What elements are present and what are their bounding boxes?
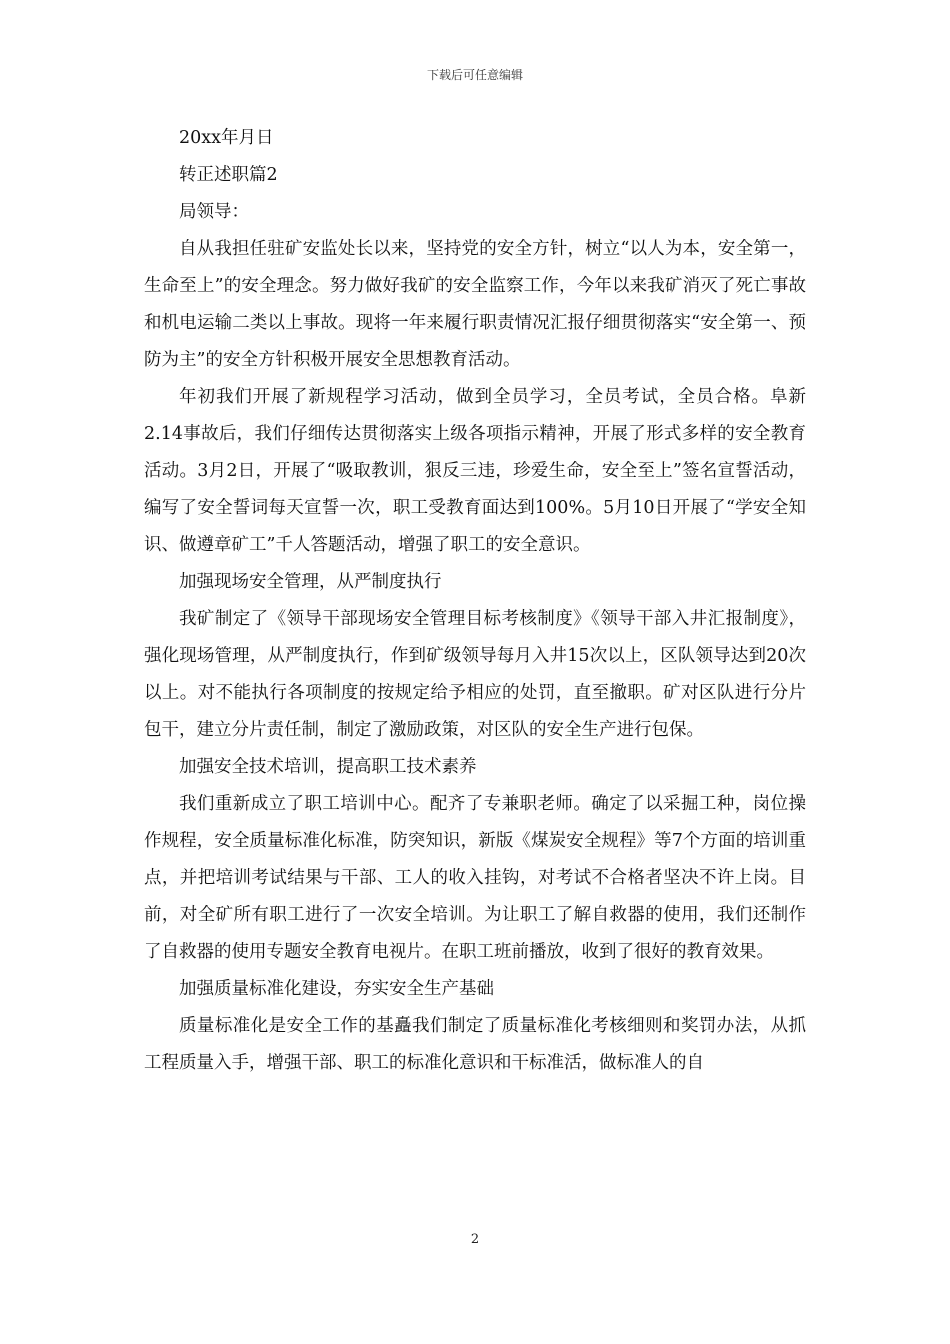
paragraph-intro: 自从我担任驻矿安监处长以来，坚持党的安全方针，树立“以人为本，安全第一，生命至上”的安全理念。努力做好我矿的安全监察工作，今年以来我矿消灭了死亡事故和机电运输二类以上事故。现将一年来履行职责情况汇报仔细贯彻落实“安全第一、预防为主”的安全方针积极开展安全思想教育活动。 bbox=[144, 239, 806, 370]
paragraph-site-management: 我矿制定了《领导干部现场安全管理目标考核制度》《领导干部入井汇报制度》，强化现场管理，从严制度执行，作到矿级领导每月入井15次以上，区队领导达到20次以上。对不能执行各项制度的按规定给予相应的处罚，直至撤职。矿对区队进行分片包干，建立分片责任制，制定了激励政策，对区队的安全生产进行包保。 bbox=[144, 609, 806, 740]
paragraph-education: 年初我们开展了新规程学习活动，做到全员学习，全员考试，全员合格。阜新2.14事故后，我们仔细传达贯彻落实上级各项指示精神，开展了形式多样的安全教育活动。3月2日，开展了“吸取教训，狠反三违，珍爱生命，安全至上”签名宣誓活动，编写了安全誓词每天宣誓一次，职工受教育面达到100%。5月10日开展了“学安全知识、做遵章矿工”千人答题活动，增强了职工的安全意识。 bbox=[144, 387, 806, 555]
document-body bbox=[144, 120, 806, 1082]
page-header-note: 下载后可任意编辑 bbox=[426, 68, 523, 82]
section-title: 转正述职篇2 bbox=[179, 165, 278, 185]
heading-quality: 加强质量标准化建设，夯实安全生产基础 bbox=[179, 979, 494, 999]
page-number: 2 bbox=[470, 1232, 480, 1247]
heading-site-management: 加强现场安全管理，从严制度执行 bbox=[179, 572, 442, 592]
paragraph-quality: 质量标准化是安全工作的基矗我们制定了质量标准化考核细则和奖罚办法，从抓工程质量入手，增强干部、职工的标准化意识和干标准活，做标准人的自 bbox=[144, 1016, 806, 1073]
paragraph-training: 我们重新成立了职工培训中心。配齐了专兼职老师。确定了以采掘工种，岗位操作规程，安全质量标准化标准，防突知识，新版《煤炭安全规程》等7个方面的培训重点，并把培训考试结果与干部、工人的收入挂钩，对考试不合格者坚决不许上岗。目前，对全矿所有职工进行了一次安全培训。为让职工了解自救器的使用，我们还制作了自救器的使用专题安全教育电视片。在职工班前播放，收到了很好的教育效果。 bbox=[144, 794, 806, 962]
date-line: 20xx年月日 bbox=[179, 128, 274, 148]
salutation: 局领导： bbox=[179, 202, 249, 222]
heading-training: 加强安全技术培训，提高职工技术素养 bbox=[179, 757, 477, 777]
